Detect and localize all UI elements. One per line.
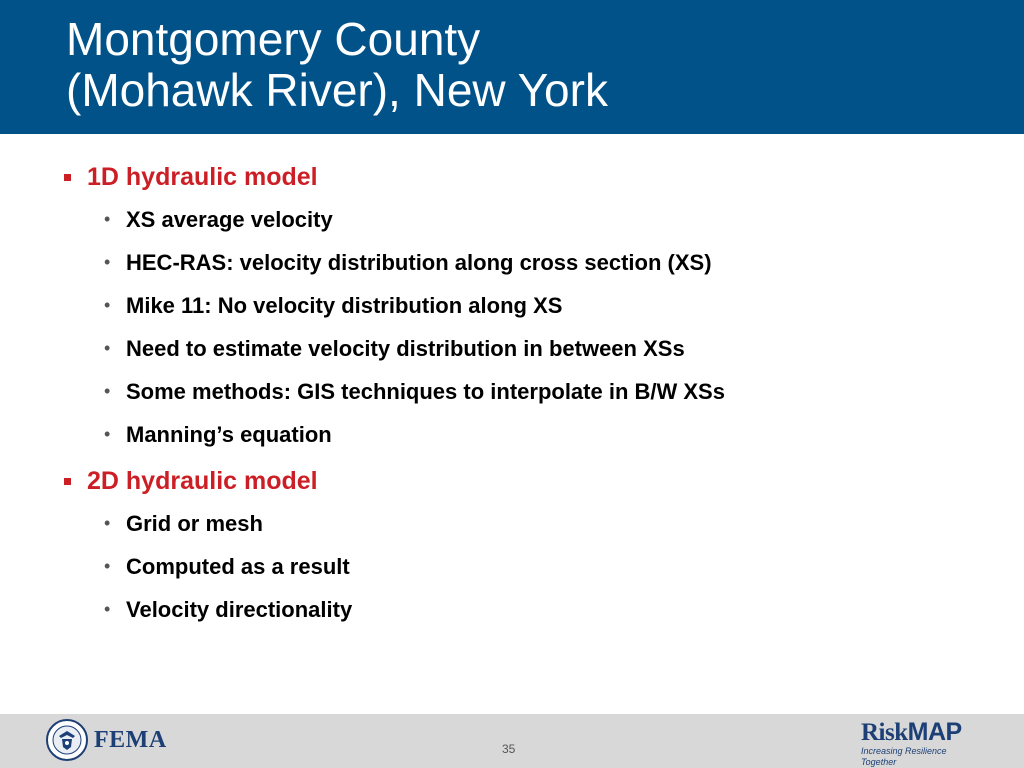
section-heading <box>0 460 1024 502</box>
list-item-text: Computed as a result <box>126 554 350 579</box>
list-item <box>0 545 1024 588</box>
dot-bullet-icon: • <box>104 295 111 315</box>
riskmap-tagline: Increasing Resilience Together <box>861 746 947 767</box>
square-bullet-icon <box>64 478 71 485</box>
dot-bullet-icon: • <box>104 556 111 576</box>
riskmap-risk: Risk <box>861 719 908 746</box>
dot-bullet-icon: • <box>104 424 111 444</box>
section-2d <box>0 460 1024 631</box>
list-item <box>0 284 1024 327</box>
list-item <box>0 588 1024 631</box>
slide-title-line-2: (Mohawk River), New York <box>66 64 608 116</box>
list-item <box>0 327 1024 370</box>
list-item-text: Need to estimate velocity distribution in between XSs <box>126 336 685 361</box>
square-bullet-icon <box>64 174 71 181</box>
fema-logo: FEMA <box>94 727 167 753</box>
riskmap-wordmark <box>861 719 981 746</box>
page-number: 35 <box>502 742 516 756</box>
section-heading <box>0 156 1024 198</box>
dot-bullet-icon: • <box>104 252 111 272</box>
riskmap-logo <box>861 719 981 768</box>
list-item-text: Grid or mesh <box>126 511 263 536</box>
section-1d <box>0 156 1024 456</box>
list-item-text: Mike 11: No velocity distribution along XS <box>126 293 563 318</box>
slide-title <box>66 14 608 116</box>
list-item-text: Some methods: GIS techniques to interpolate in B/W XSs <box>126 379 725 404</box>
dhs-seal-icon <box>46 719 88 761</box>
dot-bullet-icon: • <box>104 513 111 533</box>
riskmap-map: MAP <box>907 718 962 746</box>
list-item-text: Velocity directionality <box>126 597 353 622</box>
list-item-text: XS average velocity <box>126 207 333 232</box>
slide-title-line-1: Montgomery County <box>66 13 481 65</box>
dot-bullet-icon: • <box>104 338 111 358</box>
slide-content <box>0 150 1024 631</box>
section-heading-text: 2D hydraulic model <box>87 467 318 495</box>
dot-bullet-icon: • <box>104 209 111 229</box>
dot-bullet-icon: • <box>104 599 111 619</box>
list-item <box>0 370 1024 413</box>
title-bar <box>0 0 1024 134</box>
list-item <box>0 241 1024 284</box>
dot-bullet-icon: • <box>104 381 111 401</box>
section-heading-text: 1D hydraulic model <box>87 163 318 191</box>
list-item <box>0 198 1024 241</box>
list-item-text: HEC-RAS: velocity distribution along cross section (XS) <box>126 250 712 275</box>
list-item-text: Manning’s equation <box>126 422 332 447</box>
list-item <box>0 502 1024 545</box>
list-item <box>0 413 1024 456</box>
